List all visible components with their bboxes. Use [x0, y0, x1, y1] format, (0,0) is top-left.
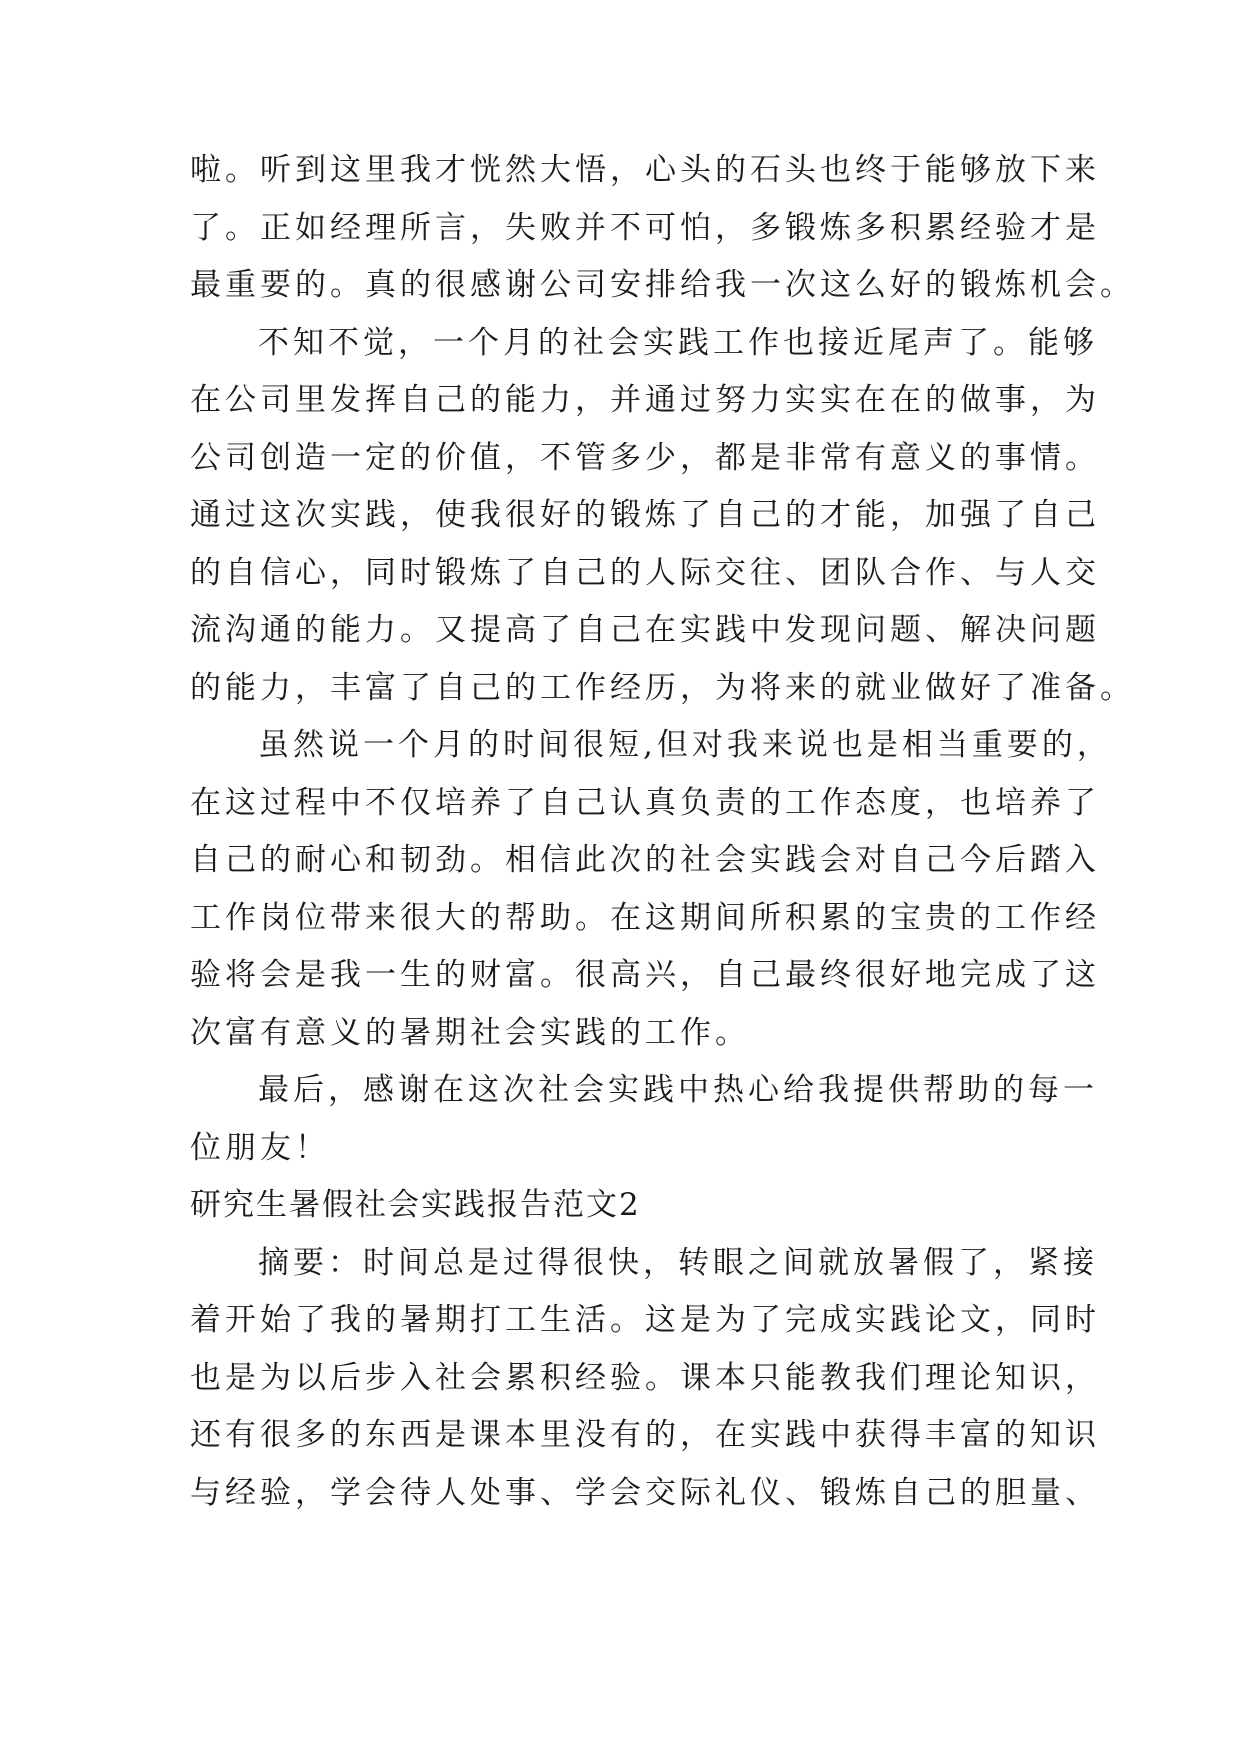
paragraph-line: 验将会是我一生的财富。很高兴，自己最终很好地完成了这 — [190, 957, 1100, 993]
paragraph-line: 在公司里发挥自己的能力，并通过努力实实在在的做事，为 — [190, 382, 1100, 418]
paragraph-line: 的自信心，同时锻炼了自己的人际交往、团队合作、与人交 — [190, 555, 1100, 591]
paragraph-line: 公司创造一定的价值，不管多少，都是非常有意义的事情。 — [190, 440, 1100, 476]
paragraph-line: 与经验，学会待人处事、学会交际礼仪、锻炼自己的胆量、 — [190, 1475, 1100, 1511]
paragraph-first-line: 最后，感谢在这次社会实践中热心给我提供帮助的每一 — [258, 1072, 1098, 1108]
paragraph-line: 着开始了我的暑期打工生活。这是为了完成实践论文，同时 — [190, 1302, 1100, 1338]
paragraph-first-line: 摘要：时间总是过得很快，转眼之间就放暑假了，紧接 — [258, 1245, 1098, 1281]
paragraph-first-line: 虽然说一个月的时间很短,但对我来说也是相当重要的， — [258, 727, 1112, 763]
paragraph-line: 还有很多的东西是课本里没有的，在实践中获得丰富的知识 — [190, 1417, 1100, 1453]
paragraph-line: 次富有意义的暑期社会实践的工作。 — [190, 1015, 750, 1051]
paragraph-line: 通过这次实践，使我很好的锻炼了自己的才能，加强了自己 — [190, 497, 1100, 533]
paragraph-first-line: 不知不觉，一个月的社会实践工作也接近尾声了。能够 — [258, 325, 1098, 361]
paragraph-line: 啦。听到这里我才恍然大悟，心头的石头也终于能够放下来 — [190, 152, 1100, 188]
paragraph-line: 了。正如经理所言，失败并不可怕，多锻炼多积累经验才是 — [190, 210, 1100, 246]
paragraph-line: 流沟通的能力。又提高了自己在实践中发现问题、解决问题 — [190, 612, 1100, 648]
paragraph-line: 的能力，丰富了自己的工作经历，为将来的就业做好了准备。 — [190, 670, 1135, 706]
paragraph-line: 位朋友！ — [190, 1130, 330, 1166]
paragraph-line: 自己的耐心和韧劲。相信此次的社会实践会对自己今后踏入 — [190, 842, 1100, 878]
paragraph-line: 在这过程中不仅培养了自己认真负责的工作态度，也培养了 — [190, 785, 1100, 821]
paragraph-line: 最重要的。真的很感谢公司安排给我一次这么好的锻炼机会。 — [190, 267, 1135, 303]
paragraph-line: 工作岗位带来很大的帮助。在这期间所积累的宝贵的工作经 — [190, 900, 1100, 936]
section-heading: 研究生暑假社会实践报告范文2 — [190, 1187, 641, 1223]
paragraph-line: 也是为以后步入社会累积经验。课本只能教我们理论知识， — [190, 1360, 1100, 1396]
